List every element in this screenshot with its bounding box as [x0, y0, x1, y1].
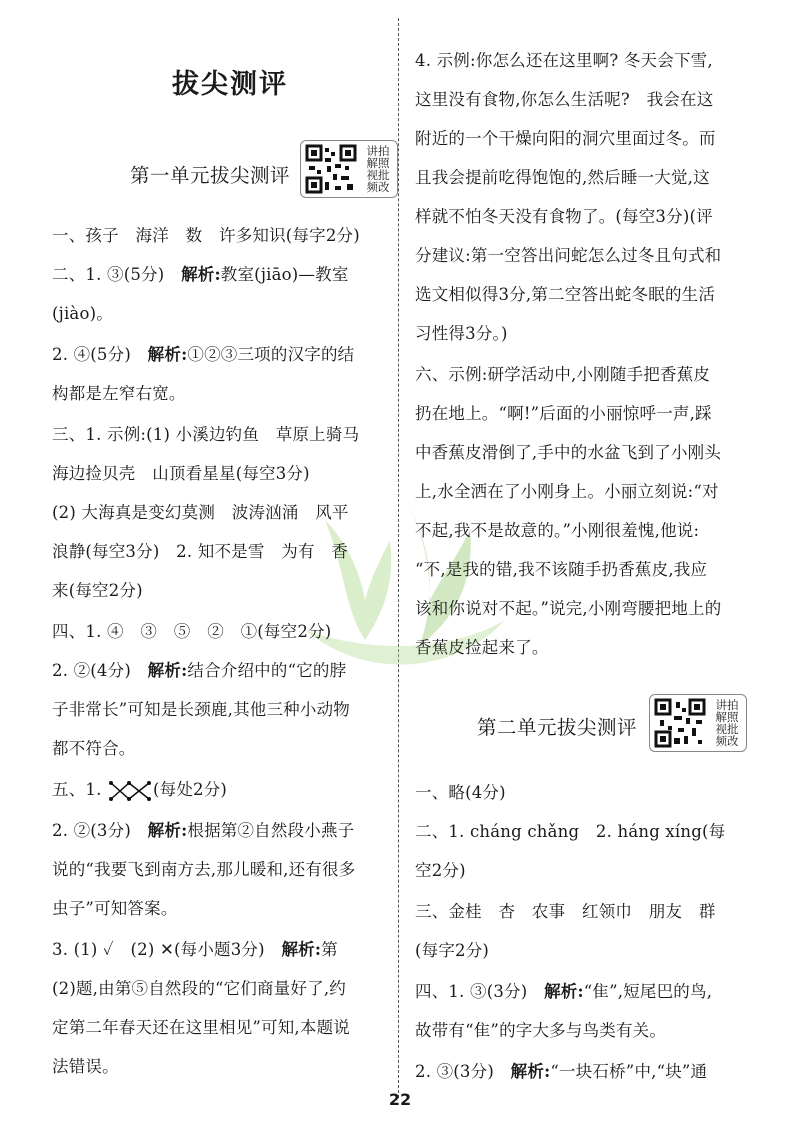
answer-line: 选文相似得3分,第二空答出蛇冬眠的生活	[415, 285, 716, 304]
matching-lines-icon	[107, 779, 153, 803]
answer-line: 一、孩子 海洋 数 许多知识(每字2分)	[52, 226, 360, 245]
page-title: 拔尖测评	[172, 69, 288, 100]
answer-line: (jiào)。	[52, 304, 113, 323]
qr-code-icon	[305, 144, 357, 194]
unit1-qr-label: 讲拍解照视批频改	[366, 144, 390, 194]
answer-line: 三、金桂 杏 农事 红领巾 朋友 群	[415, 902, 716, 921]
answer-line: 二、1. ③(5分) 解析:教室(jiāo)—教室	[52, 265, 349, 284]
answer-line: 这里没有食物,你怎么生活呢? 我会在这	[415, 90, 714, 109]
page-number: 22	[388, 1090, 412, 1109]
answer-line: 虫子”可知答案。	[52, 899, 178, 918]
answer-line: 来(每空2分)	[52, 581, 143, 600]
answer-line: 四、1. ④ ③ ⑤ ② ①(每空2分)	[52, 622, 332, 641]
answer-line: 浪静(每空3分) 2. 知不是雪 为有 香	[52, 542, 349, 561]
answer-line: 该和你说对不起。”说完,小刚弯腰把地上的	[415, 599, 722, 618]
unit2-title: 第二单元拔尖测评	[477, 716, 638, 739]
answer-line: 2. ④(5分) 解析:①②③三项的汉字的结	[52, 345, 355, 364]
answer-line: 扔在地上。“啊!”后面的小丽惊呼一声,踩	[415, 404, 712, 423]
unit1-qr-card[interactable]	[300, 140, 398, 198]
answer-line: 二、1. cháng chǎng 2. háng xíng(每	[415, 822, 726, 841]
answer-line: 2. ②(4分) 解析:结合介绍中的“它的脖	[52, 661, 347, 680]
answer-line: 分建议:第一空答出问蛇怎么过冬且句式和	[415, 246, 722, 265]
answer-line: 三、1. 示例:(1) 小溪边钓鱼 草原上骑马	[52, 425, 360, 444]
answer-line: “不,是我的错,我不该随手扔香蕉皮,我应	[415, 560, 708, 579]
answer-line: 六、示例:研学活动中,小刚随手把香蕉皮	[415, 365, 711, 384]
answer-line: 习性得3分。)	[415, 324, 508, 343]
answer-line: 构都是左窄右宽。	[52, 384, 186, 403]
answer-line: 2. ③(3分) 解析:“一块石桥”中,“块”通	[415, 1062, 708, 1081]
answer-line: 香蕉皮捡起来了。	[415, 638, 549, 657]
answer-line: 一、略(4分)	[415, 783, 506, 802]
unit2-qr-label: 讲拍解照视批频改	[715, 698, 739, 748]
answer-line: 4. 示例:你怎么还在这里啊? 冬天会下雪,	[415, 51, 713, 70]
answer-line: 故带有“隹”的字大多与鸟类有关。	[415, 1021, 667, 1040]
answer-line: 上,水全洒在了小刚身上。小丽立刻说:“对	[415, 482, 719, 501]
answer-line: 四、1. ③(3分) 解析:“隹”,短尾巴的鸟,	[415, 982, 713, 1001]
answer-line: 中香蕉皮滑倒了,手中的水盆飞到了小刚头	[415, 443, 722, 462]
answer-line: 2. ②(3分) 解析:根据第②自然段小燕子	[52, 821, 355, 840]
answer-line: (每字2分)	[415, 941, 490, 960]
answer-line: 样就不怕冬天没有食物了。(每空3分)(评	[415, 207, 713, 226]
answer-line: 海边捡贝壳 山顶看星星(每空3分)	[52, 464, 310, 483]
answer-line: 子非常长”可知是长颈鹿,其他三种小动物	[52, 700, 350, 719]
qr-code-icon	[654, 698, 706, 748]
answer-line: 定第二年春天还在这里相见”可知,本题说	[52, 1018, 350, 1037]
answer-line: 法错误。	[52, 1057, 119, 1076]
answer-line: 不起,我不是故意的。”小刚很羞愧,他说:	[415, 521, 700, 540]
answer-line: (2) 大海真是变幻莫测 波涛汹涌 风平	[52, 503, 349, 522]
unit1-title: 第一单元拔尖测评	[130, 164, 291, 187]
answer-line: 说的“我要飞到南方去,那儿暖和,还有很多	[52, 860, 356, 879]
answer-line: 空2分)	[415, 861, 466, 880]
answer-line: 五、1. (每处2分)	[52, 771, 382, 810]
answer-line: (2)题,由第⑤自然段的“它们商量好了,约	[52, 979, 346, 998]
unit2-qr-card[interactable]	[649, 694, 747, 752]
answer-line: 附近的一个干燥向阳的洞穴里面过冬。而	[415, 129, 716, 148]
answer-line: 都不符合。	[52, 739, 136, 758]
answer-line: 且我会提前吃得饱饱的,然后睡一大觉,这	[415, 168, 710, 187]
answer-line: 3. (1) ✓ (2) ✕(每小题3分) 解析:第	[52, 940, 338, 959]
